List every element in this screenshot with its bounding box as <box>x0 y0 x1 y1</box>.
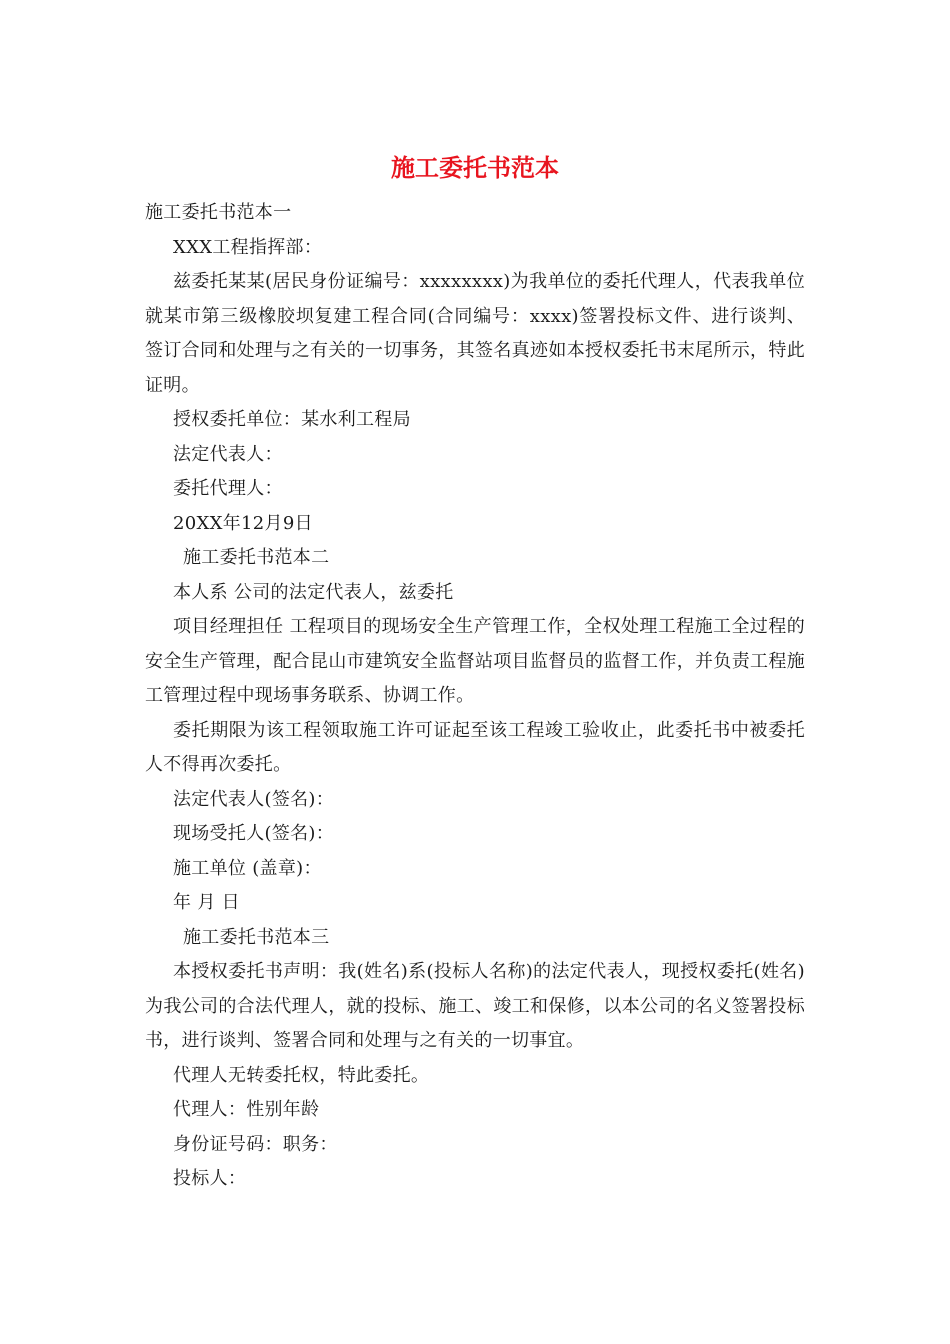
paragraph-self-intro: 本人系 公司的法定代表人，兹委托 <box>173 581 454 603</box>
paragraph-authorization: 兹委托某某(居民身份证编号：xxxxxxxx)为我单位的委托代理人，代表我单位就某市第三级橡胶坝复建工程合同(合同编号：xxxx)签署投标文件、进行谈判、签订合同和处理与之有关的一切事务，其签名真迹如本授权委托书末尾所示，特此证明。 <box>145 271 805 396</box>
paragraph-declaration: 本授权委托书声明：我(姓名)系(投标人名称)的法定代表人，现授权委托(姓名)为我公司的合法代理人，就的投标、施工、竣工和保修，以本公司的名义签署投标书，进行谈判、签署合同和处理与之有关的一切事宜。 <box>145 961 805 1051</box>
addressee-line: XXX工程指挥部： <box>173 236 323 258</box>
paragraph-term: 委托期限为该工程领取施工许可证起至该工程竣工验收止，此委托书中被委托人不得再次委托。 <box>145 719 805 775</box>
field-site-trustee-signature: 现场受托人(签名)： <box>173 823 335 844</box>
field-agent-gender-age: 代理人：性别年龄 <box>173 1099 320 1120</box>
date-line: 20XX年12月9日 <box>173 512 313 534</box>
field-legal-representative: 法定代表人： <box>173 443 283 465</box>
document-body <box>145 196 805 1197</box>
paragraph-project-manager: 项目经理担任 工程项目的现场安全生产管理工作，全权处理工程施工全过程的安全生产管理，配合昆山市建筑安全监督站项目监督员的监督工作，并负责工程施工管理过程中现场事务联系、协调工作。 <box>145 616 805 706</box>
section-heading-2: 施工委托书范本二 <box>183 547 330 568</box>
field-authorizing-unit: 授权委托单位：某水利工程局 <box>173 409 411 430</box>
section-heading-1: 施工委托书范本一 <box>145 202 292 223</box>
field-id-position: 身份证号码：职务： <box>173 1133 338 1155</box>
field-agent: 委托代理人： <box>173 478 283 499</box>
field-bidder: 投标人： <box>173 1168 247 1189</box>
section-heading-3: 施工委托书范本三 <box>183 926 330 948</box>
field-construction-unit-seal: 施工单位 (盖章)： <box>173 857 322 879</box>
date-blank-line: 年 月 日 <box>173 892 240 913</box>
paragraph-no-subdelegation: 代理人无转委托权，特此委托。 <box>173 1064 430 1086</box>
document-title: 施工委托书范本 <box>391 153 559 182</box>
field-legal-rep-signature: 法定代表人(签名)： <box>173 788 335 810</box>
